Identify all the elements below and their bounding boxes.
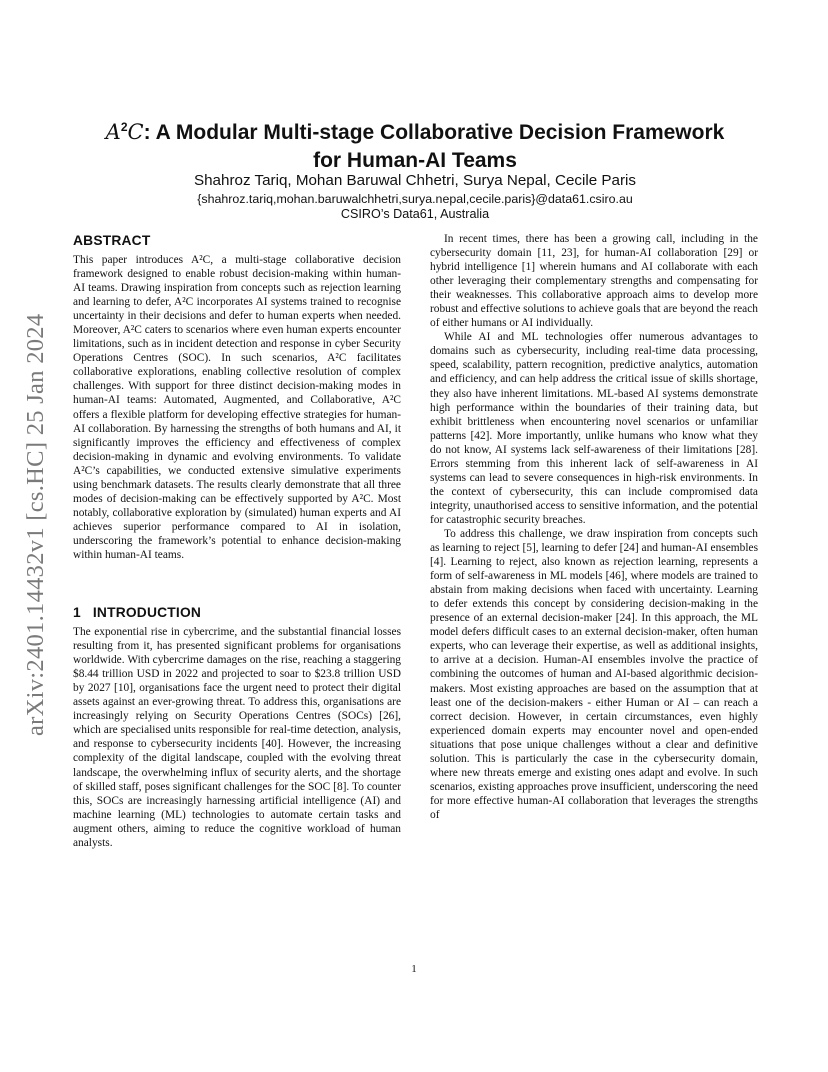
title-symbol-c: C xyxy=(127,120,144,144)
section-title: INTRODUCTION xyxy=(92,605,202,621)
paper-title xyxy=(70,113,760,175)
abstract-text: This paper introduces A²C, a multi-stage collaborative decision framework designed to enable robust decision-making within human-AI teams. Drawing inspiration from concepts such as rejection learning and learning to defer, A²C incorporates AI systems trained to recognise uncertainty in their decisions and defer to human experts when needed. Moreover, A²C caters to scenarios where even human experts encounter limitations, such as in incident detection and response in cyber Security Operations Centres (SOC). In such scenarios, A²C facilitates collaborative explorations, enabling collective resolution of complex challenges. With support for three distinct decision-making modes in human-AI teams: Automated, Augmented, and Collaborative, A²C offers a flexible platform for developing effective strategies for human-AI collaboration. By harnessing the strengths of both humans and AI, it significantly improves the efficiency and effectiveness of complex decision-making in dynamic and evolving environments. To validate A²C’s capabilities, we conducted extensive simulative experiments using benchmark datasets. The results clearly demonstrate that all three modes of decision-making can be effectively supported by A²C. Most notably, collaborative exploration by (simulated) human experts and AI achieves superior performance compared to AI in isolation, underscoring the framework’s potential to enhance decision-making within human-AI teams. xyxy=(73,254,401,561)
author-emails: {shahroz.tariq,mohan.baruwalchhetri,surya.nepal,cecile.paris}@data61.csiro.au xyxy=(197,192,633,206)
introduction-heading xyxy=(73,604,401,622)
arxiv-stamp: arXiv:2401.14432v1 [cs.HC] 25 Jan 2024 xyxy=(22,313,49,737)
body-paragraph-1: In recent times, there has been a growing call, including in the cybersecurity domain [11, 23], for human-AI collaboration [29] or hybrid intelligence [1] wherein humans and AI collaborate with each other leveraging their complementary strengths and compensating for their weaknesses. This collaborative approach aims to develop more robust and effective solutions to achieve goals that are beyond the reach of either humans or AI individually. xyxy=(430,233,758,330)
author-affiliation: CSIRO’s Data61, Australia xyxy=(340,207,490,221)
left-column xyxy=(73,232,401,850)
title-symbol-a: A xyxy=(105,120,121,144)
body-paragraph-2: While AI and ML technologies offer numerous advantages to domains such as cybersecurity, including real-time data processing, speed, scalability, pattern recognition, predictive analytics, automation and efficiency, and can help address the critical issue of skills shortage, they also have inherent limitations. ML-based AI systems demonstrate high performance within the boundaries of their training data, but exhibit brittleness when encountering novel scenarios or unfamiliar patterns [42]. More importantly, unlike humans who know what they do not know, AI systems lack self-awareness of their limitations [28]. Errors stemming from this inherent lack of self-awareness in AI systems can lead to severe consequences in high-risk environments. In the context of cybersecurity, this can include compromised data integrity, unauthorised access to sensitive information, and the potential for catastrophic security breaches. xyxy=(430,331,758,526)
title-text: : A Modular Multi-stage Collaborative Decision Framework xyxy=(143,121,725,144)
section-number: 1 xyxy=(73,605,81,621)
introduction-paragraph: The exponential rise in cybercrime, and the substantial financial losses resulting from it, has presented significant problems for organisations worldwide. With cybercrime damages on the rise, reaching a staggering $8.44 trillion USD in 2022 and projected to soar to $23.8 trillion USD by 2027 [10], organisations face the urgent need to protect their digital assets against an ever-growing threat. To address this, organisations are increasingly relying on Security Operations Centres (SOCs) [26], which are specialised units responsible for real-time detection, analysis, and response to cybersecurity incidents [40]. However, the increasing complexity of the digital landscape, coupled with the evolving threat landscape, the overwhelming influx of security alerts, and the shortage of skilled staff, poses significant challenges for the SOC [8]. To counter this, SOCs are increasingly harnessing artificial intelligence (AI) and machine learning (ML) technologies to automate certain tasks and augment others, aiming to reduce the cognitive workload of human analysts. xyxy=(73,626,401,849)
title-line-2: for Human-AI Teams xyxy=(313,149,517,172)
author-list: Shahroz Tariq, Mohan Baruwal Chhetri, Surya Nepal, Cecile Paris xyxy=(193,172,637,189)
right-column xyxy=(430,232,758,822)
page-number: 1 xyxy=(411,963,417,975)
body-paragraph-3: To address this challenge, we draw inspiration from concepts such as learning to reject [5], learning to defer [24] and human-AI ensembles [4]. Learning to reject, also known as rejection learning, represents a form of self-awareness in ML models [46], where models are trained to abstain from making decisions when faced with uncertainty. Learning to defer extends this concept by considering decision-making in the presence of an external decision-maker [24]. In this approach, the ML model defers difficult cases to an external decision-maker, often human experts, who can leverage their expertise, as well as additional insights, to arrive at a decision. Human-AI ensembles involve the practice of combining the outcomes of human and AI-based algorithmic decision-makers. Most existing approaches are based on the assumption that at least one of the decision-makers - either Human or AI – can reach a correct decision. However, in certain circumstances, even highly experienced domain experts may encounter novel and open-ended situations that pose unique challenges without a clear and definitive solution. This is particularly the case in the cybersecurity domain, where new threats emerge and existing ones adapt and evolve. In such scenarios, existing approaches prove insufficient, underscoring the need for more effective human-AI collaboration that leverages the strengths of xyxy=(430,527,758,821)
abstract-heading: ABSTRACT xyxy=(73,233,151,248)
title-superscript: 2 xyxy=(120,120,128,134)
